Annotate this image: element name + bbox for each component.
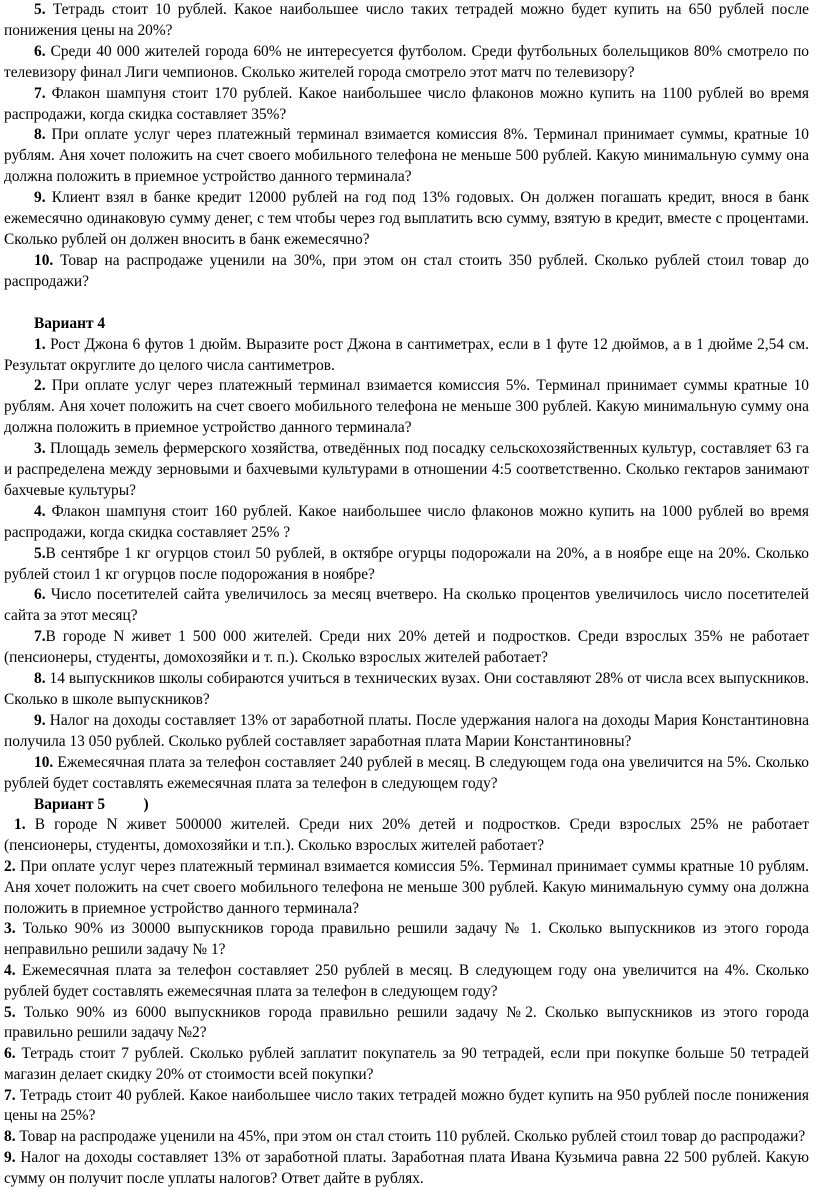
task-item bbox=[4, 1003, 809, 1045]
task-number: 1. bbox=[14, 816, 26, 834]
task-text: В городе N живет 1 500 000 жителей. Среди них 20% детей и подростков. Среди взрослых 35% не работает (пенсионеры, студенты, домохозяйки и т. п.). Сколько взрослых жителей работает? bbox=[4, 628, 809, 667]
task-item bbox=[4, 0, 809, 42]
section-spacer bbox=[4, 293, 809, 314]
task-text: При оплате услуг через платежный терминал взимается комиссия 5%. Терминал принимает суммы кратные 10 рублям. Аня хочет положить на счет своего мобильного телефона не меньше 300 рублей. Какую минимальную сумму она должна положить в приемное устройство данного терминала? bbox=[4, 857, 809, 917]
task-text: Только 90% из 30000 выпускников города правильно решили задачу № 1. Сколько выпускников из этого города неправильно решили задачу № 1? bbox=[4, 920, 809, 959]
task-number: 3. bbox=[4, 920, 16, 938]
task-text: Тетрадь стоит 7 рублей. Сколько рублей заплатит покупатель за 90 тетрадей, если при покупке больше 50 тетрадей магазин делает скидку 20% от стоимости всей покупки? bbox=[4, 1045, 809, 1083]
task-text: При оплате услуг через платежный терминал взимается комиссия 5%. Терминал принимает суммы кратные 10 рублям. Аня хочет положить на счет своего мобильного телефона не меньше 300 рублей. Какую минимальную сумму она должна положить в приемное устройство данного терминала? bbox=[4, 377, 809, 437]
task-item bbox=[4, 42, 809, 84]
task-text: Число посетителей сайта увеличилось за месяц вчетверо. На сколько процентов увеличилось число посетителей сайта за этот месяц? bbox=[4, 586, 809, 625]
task-item bbox=[4, 961, 809, 1003]
task-number: 3. bbox=[34, 440, 46, 458]
variant-5-heading: Вариант 5 ) bbox=[34, 795, 149, 813]
task-text: Рост Джона 6 футов 1 дюйм. Выразите рост Джона в сантиметрах, если в 1 футе 12 дюймов, а в 1 дюйме 2,54 см. Результат округлите до целого числа сантиметров. bbox=[4, 335, 809, 374]
task-item bbox=[4, 1127, 809, 1148]
task-text: При оплате услуг через платежный терминал взимается комиссия 8%. Терминал принимает суммы, кратные 10 рублям. Аня хочет положить на счет своего мобильного телефона не меньше 500 рублей. Какую минимальную сумму она должна положить в приемное устройство данного терминала? bbox=[4, 126, 809, 186]
task-item bbox=[4, 188, 809, 251]
task-text: Товар на распродаже уценили на 30%, при этом он стал стоить 350 рублей. Сколько рублей стоил товар до распродажи? bbox=[4, 251, 809, 290]
task-number: 6. bbox=[34, 42, 46, 60]
task-text: В городе N живет 500000 жителей. Среди них 20% детей и подростков. Среди взрослых 25% не работает (пенсионеры, студенты, домохозяйки и т.п.). Сколько взрослых жителей работает? bbox=[4, 816, 809, 855]
task-item bbox=[4, 125, 809, 188]
task-item bbox=[4, 815, 809, 857]
variant-4-heading: Вариант 4 bbox=[34, 314, 106, 332]
task-text: Ежемесячная плата за телефон составляет 250 рублей в месяц. В следующем году она увеличится на 4%. Сколько рублей будет составлять ежемесячная плата за телефон в следующем году? bbox=[4, 961, 809, 1000]
task-number: 9. bbox=[4, 1149, 16, 1167]
task-item bbox=[4, 1086, 809, 1128]
task-number: 7. bbox=[34, 628, 46, 646]
task-text: Площадь земель фермерского хозяйства, отведённых под посадку сельскохозяйственных культур, составляет 63 га и распределена между зерновыми и бахчевыми культурами в отношении 4:5 соответственно. Сколько гектаров занимают бахчевые культуры? bbox=[4, 440, 809, 499]
task-number: 10. bbox=[34, 251, 54, 269]
task-text: Флакон шампуня стоит 170 рублей. Какое наибольшее число флаконов можно купить на 1100 рублей во время распродажи, когда скидка составляет 35%? bbox=[4, 84, 809, 123]
task-number: 8. bbox=[4, 1128, 16, 1146]
task-number: 5. bbox=[34, 544, 46, 562]
task-item bbox=[4, 544, 809, 586]
task-item bbox=[4, 857, 809, 919]
task-number: 8. bbox=[34, 670, 46, 688]
task-number: 5. bbox=[4, 1003, 16, 1021]
task-item bbox=[4, 335, 809, 377]
task-text: Тетрадь стоит 10 рублей. Какое наибольшее число таких тетрадей можно будет купить на 650 рублей после понижения цены на 20%? bbox=[4, 1, 809, 39]
task-number: 2. bbox=[34, 377, 46, 395]
task-item bbox=[4, 1044, 809, 1086]
task-number: 9. bbox=[34, 711, 46, 729]
variant-4-section bbox=[4, 314, 809, 795]
task-text: Товар на распродаже уценили на 45%, при этом он стал стоить 110 рублей. Сколько рублей стоил товар до распродажи? bbox=[15, 1128, 806, 1146]
task-item bbox=[4, 753, 809, 795]
task-text: В сентябре 1 кг огурцов стоил 50 рублей, в октябре огурцы подорожали на 20%, а в ноябре еще на 20%. Сколько рублей стоил 1 кг огурцов после подорожания в ноябре? bbox=[4, 544, 809, 583]
task-text: Клиент взял в банке кредит 12000 рублей на год под 13% годовых. Он должен погашать кредит, внося в банк ежемесячно одинаковую сумму денег, с тем чтобы через год выплатить всю сумму, взятую в кредит, вместе с процентами. Сколько рублей он должен вносить в банк ежемесячно? bbox=[4, 189, 809, 248]
task-number: 7. bbox=[4, 1086, 16, 1104]
task-text: Тетрадь стоит 40 рублей. Какое наибольшее число таких тетрадей можно будет купить на 950 рублей после понижения цены на 25%? bbox=[4, 1086, 809, 1125]
task-number: 2. bbox=[4, 857, 16, 875]
task-number: 5. bbox=[34, 1, 46, 18]
task-item bbox=[4, 669, 809, 711]
task-item bbox=[4, 376, 809, 439]
task-item bbox=[4, 502, 809, 544]
task-text: Ежемесячная плата за телефон составляет 240 рублей в месяц. В следующем года она увеличится на 5%. Сколько рублей будет составлять ежемесячная плата за телефон в следующем году? bbox=[4, 753, 809, 792]
task-text: 14 выпускников школы собираются учиться в технических вузах. Они составляют 28% от числа всех выпускников. Сколько в школе выпускников? bbox=[4, 670, 809, 708]
variant-5-section bbox=[4, 795, 809, 1190]
task-text: Среди 40 000 жителей города 60% не интересуется футболом. Среди футбольных болельщиков 80% смотрело по телевизору финал Лиги чемпионов. Сколько жителей города смотрело этот матч по телевизору? bbox=[4, 42, 809, 81]
task-item bbox=[4, 627, 809, 669]
task-text: Только 90% из 6000 выпускников города правильно решили задачу №2. Сколько выпускников из этого города правильно решили задачу №2? bbox=[4, 1003, 809, 1042]
task-number: 10. bbox=[34, 753, 54, 771]
task-number: 4. bbox=[34, 502, 46, 520]
task-number: 6. bbox=[4, 1045, 16, 1063]
top-task-list bbox=[4, 0, 809, 293]
task-number: 4. bbox=[4, 961, 16, 979]
task-item bbox=[4, 585, 809, 627]
task-text: Флакон шампуня стоит 160 рублей. Какое наибольшее число флаконов можно купить на 1000 рублей во время распродажи, когда скидка составляет 25% ? bbox=[4, 502, 809, 541]
task-text: Налог на доходы составляет 13% от заработной платы. Заработная плата Ивана Кузьмича равна 22 500 рублей. Какую сумму он получит после уплаты налогов? Ответ дайте в рублях. bbox=[4, 1149, 809, 1187]
task-item bbox=[4, 711, 809, 753]
task-item bbox=[4, 1148, 809, 1190]
task-number: 9. bbox=[34, 189, 46, 207]
task-item bbox=[4, 84, 809, 126]
task-text: Налог на доходы составляет 13% от заработной платы. После удержания налога на доходы Мария Константиновна получила 13 050 рублей. Сколько рублей составляет заработная плата Марии Константиновны? bbox=[4, 711, 809, 750]
task-number: 8. bbox=[34, 126, 46, 144]
task-number: 1. bbox=[34, 335, 46, 353]
task-item bbox=[4, 251, 809, 293]
task-item bbox=[4, 919, 809, 961]
task-number: 7. bbox=[34, 84, 46, 102]
task-number: 6. bbox=[34, 586, 46, 604]
task-item bbox=[4, 439, 809, 502]
